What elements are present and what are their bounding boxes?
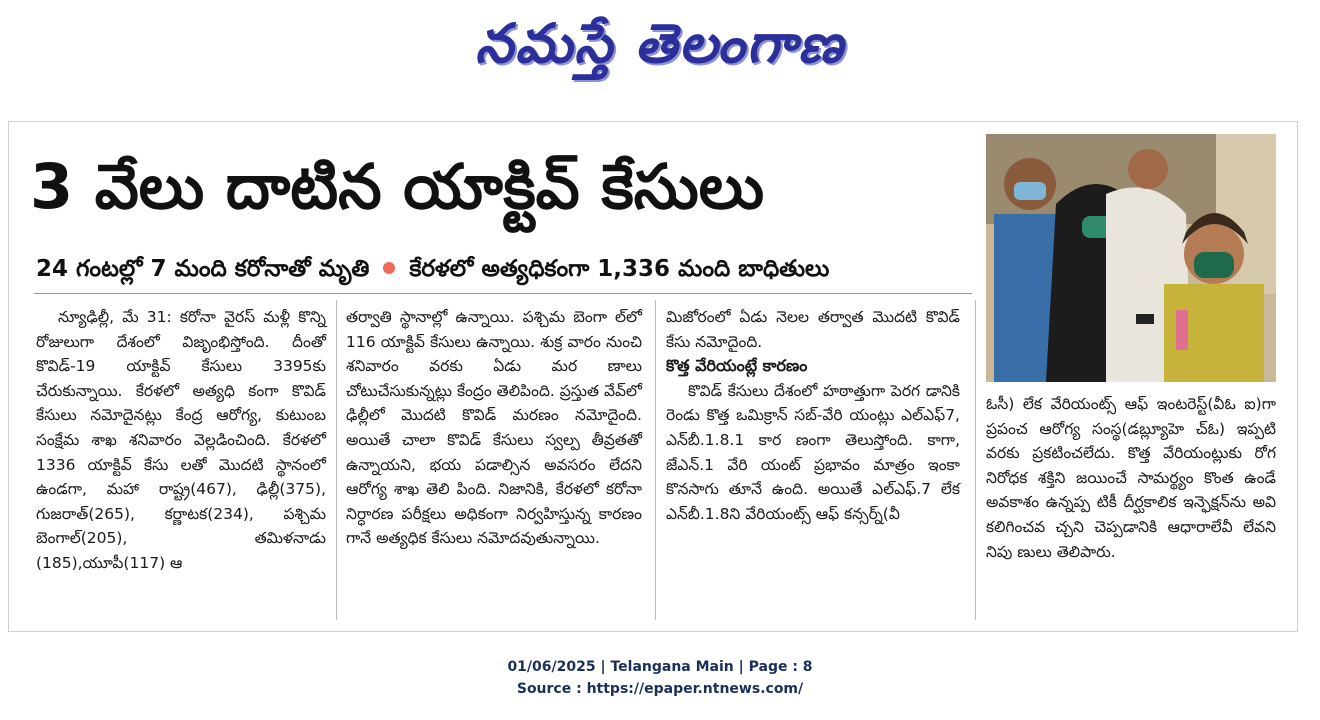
masked-people-photo: [986, 134, 1276, 382]
source-link[interactable]: Source : https://epaper.ntnews.com/: [516, 681, 804, 697]
article-column-4: [986, 392, 1276, 564]
headline: 3 వేలు దాటిన యాక్టివ్ కేసులు: [30, 150, 765, 223]
column-divider: [336, 300, 337, 620]
article-column-2: [346, 305, 642, 551]
column-3-text-a: మిజోరంలో ఏడు నెలల తర్వాత మొదటి కొవిడ్ కేసు నమోదైంది.: [666, 308, 960, 351]
subhead-left: 24 గంటల్లో 7 మంది కరోనాతో మృతి: [36, 256, 370, 282]
column-3-text-b: కొవిడ్ కేసులు దేశంలో హఠాత్తుగా పెరగ డానికి రెండు కొత్త ఒమిక్రాన్ సబ్-వేరి యంట్లు ఎల్ఎఫ్7, ఎన్‌బీ.1.8.1 కార ణంగా తెలుస్తోంది. కాగా, జేఎన్.1 వేరి యంట్ ప్రభావం మాత్రం ఇంకా కొనసాగు తూనే ఉంది. అయితే ఎల్ఎఫ్.7 లేక ఎన్‌బీ.1.8ని వేరియంట్స్ ఆఫ్ కన్సర్న్(వీ: [666, 381, 960, 523]
news-photo: [986, 134, 1276, 382]
article-column-1: [36, 305, 326, 576]
newspaper-logo: నమస్తే తెలంగాణ: [475, 12, 845, 75]
subheadline-bar: [36, 250, 956, 288]
column-2-text: తర్వాతి స్థానాల్లో ఉన్నాయి. పశ్చిమ బెంగా ల్‌లో 116 యాక్టివ్ కేసులు ఉన్నాయి. శుక్ర వారం నుంచి శనివారం వరకు ఏడు మర ణాలు చోటుచేసుకున్నట్లు కేంద్రం తెలిపింది. ప్రస్తుత వేవ్‌లో ఢిల్లీలో మొదటి కొవిడ్ మరణం నమోదైంది. అయితే చాలా కొవిడ్ కేసులు స్వల్ప తీవ్రతతో ఉన్నాయని, భయ పడాల్సిన అవసరం లేదని ఆరోగ్య శాఖ తెలి పింది. నిజానికి, కేరళలో కరోనా నిర్ధారణ పరీక్షలు అధికంగా నిర్వహిస్తున్న కారణం గానే అత్యధిక కేసులు నమోదవుతున్నాయి.: [346, 308, 642, 548]
column-divider: [975, 300, 976, 620]
edition-info: 01/06/2025 | Telangana Main | Page : 8: [507, 659, 813, 675]
column-4-text: ఓసీ) లేక వేరియంట్స్ ఆఫ్ ఇంటరెస్ట్(వీఓ ఐ)గా ప్రపంచ ఆరోగ్య సంస్థ(డబ్ల్యూహె చ్‌ఓ) ఇప్పటి వరకు ప్రకటించలేదు. కొత్త వేరియంట్లుకు రోగ నిరోధక శక్తిని జయించే సామర్థ్యం కొంత ఉండే అవకాశం ఉన్నప్ప టికీ దీర్ఘకాలిక ఇన్ఫెక్షన్‌ను అవి కలిగించవ చ్చని చెప్పడానికి ఆధారాలేవీ లేవని నిపు ణులు తెలిపారు.: [986, 395, 1276, 561]
headline-divider: [34, 293, 972, 294]
masthead: [0, 4, 1320, 84]
article-column-3: [666, 305, 960, 526]
subhead-right: కేరళలో అత్యధికంగా 1,336 మంది బాధితులు: [409, 256, 830, 282]
column-1-text: న్యూఢిల్లీ, మే 31: కరోనా వైరస్ మళ్లీ కొన్ని రోజులుగా దేశంలో విజృంభిస్తోంది. దీంతో కొవిడ్-19 యాక్టివ్ కేసులు 3395కు చేరుకున్నాయి. కేరళలో అత్యధి కంగా కొవిడ్ కేసులు నమోదైనట్లు కేంద్ర ఆరోగ్య, కుటుంబ సంక్షేమ శాఖ శనివారం వెల్లడించింది. కేరళలో 1336 యాక్టివ్ కేసు లతో మొదటి స్థానంలో ఉండగా, మహా రాష్ట్ర(467), ఢిల్లీ(375), గుజరాత్(265), కర్ణాటక(234), పశ్చిమ బెంగాల్(205), తమిళనాడు (185),యూపీ(117) ఆ: [36, 308, 326, 572]
column-divider: [655, 300, 656, 620]
bullet-dot-icon: [383, 262, 395, 274]
page-footer: [0, 656, 1320, 700]
column-3-subhead: కొత్త వేరియంట్లే కారణం: [666, 356, 808, 376]
